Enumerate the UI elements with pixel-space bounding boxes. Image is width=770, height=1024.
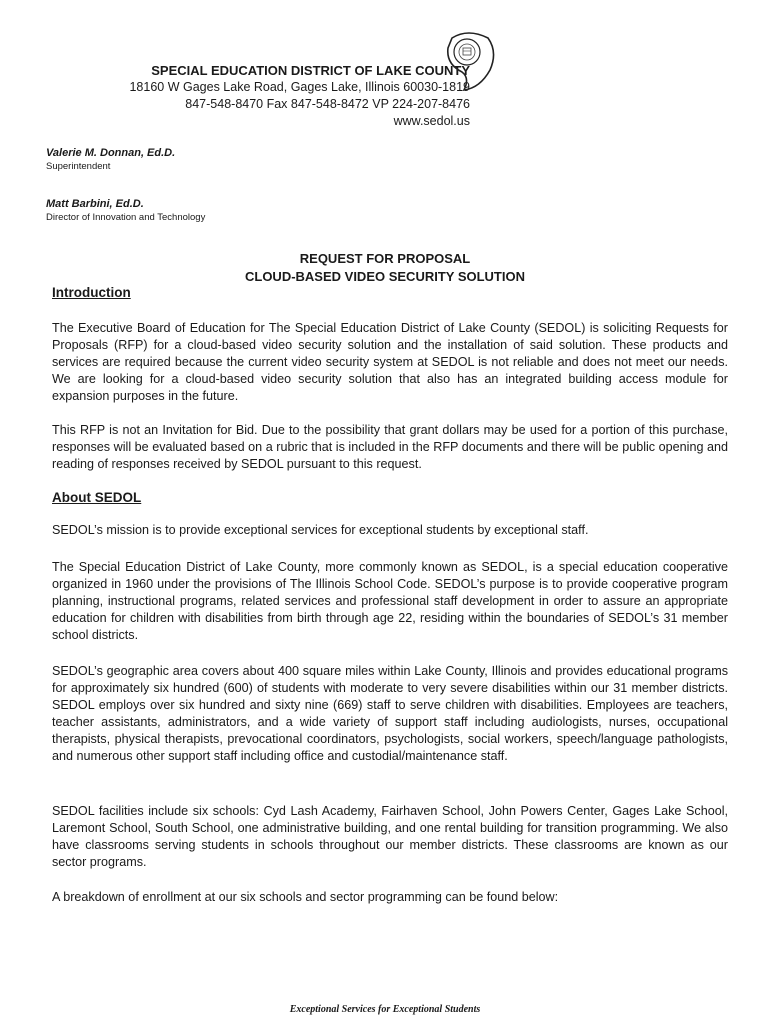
director-block xyxy=(46,197,205,224)
title-line-1: REQUEST FOR PROPOSAL xyxy=(299,251,471,266)
about-paragraph-3: SEDOL’s geographic area covers about 400 square miles within Lake County, Illinois and provides educational programs for approximately six hundred (600) of students with moderate to very severe disabilities within our 31 member districts. SEDOL employs over six hundred and sixty nine (669) staff to serve children with disabilities. Employees are teachers, teacher assistants, administrators, and a wide variety of support staff including audiologists, nurses, occupational therapists, physical therapists, prevocational coordinators, psychologists, social workers, speech/language pathologists, and numerous other support staff including office and custodial/maintenance staff. xyxy=(52,664,728,764)
about-paragraph-2-block xyxy=(52,559,728,644)
superintendent-title: Superintendent xyxy=(46,161,111,172)
about-paragraph-3-block xyxy=(52,663,728,766)
about-paragraph-5-block xyxy=(52,889,728,906)
about-paragraph-2: The Special Education District of Lake County, more commonly known as SEDOL, is a special education cooperative organized in 1960 under the provisions of The Illinois School Code. SEDOL’s purpose is to provide cooperative program planning, instructional programs, related services and professional staff development in order to assure an appropriate education for children with disabilities from birth through age 22, residing within the boundaries of SEDOL’s 31 member school districts. xyxy=(52,560,728,643)
org-address: 18160 W Gages Lake Road, Gages Lake, Illinois 60030-1819 xyxy=(129,80,470,94)
introduction-paragraph-1: The Executive Board of Education for The Special Education District of Lake County (SEDOL) is soliciting Requests for Proposals (RFP) for a cloud-based video security solution and the installation of said solution. These products and services are required because the current video security system at SEDOL is not reliable and does not meet our needs. We are looking for a cloud-based video security solution that also has an integrated building access module for expansion purposes in the future. xyxy=(52,321,728,404)
about-paragraph-4-block xyxy=(52,803,728,871)
footer-tagline: Exceptional Services for Exceptional Students xyxy=(289,1004,481,1015)
letterhead xyxy=(129,62,470,130)
org-website[interactable]: www.sedol.us xyxy=(393,114,470,128)
introduction-heading: Introduction xyxy=(52,285,131,300)
introduction-paragraph-2: This RFP is not an Invitation for Bid. Due to the possibility that grant dollars may be used for a portion of this purchase, responses will be evaluated based on a rubric that is included in the RFP documents and there will be public opening and reading of responses received by SEDOL pursuant to this request. xyxy=(52,423,728,472)
org-phones: 847-548-8470 Fax 847-548-8472 VP 224-207-8476 xyxy=(185,97,470,111)
district-seal-icon xyxy=(440,30,496,92)
about-paragraph-5: A breakdown of enrollment at our six schools and sector programming can be found below: xyxy=(52,890,559,904)
director-name: Matt Barbini, Ed.D. xyxy=(46,198,144,210)
director-title: Director of Innovation and Technology xyxy=(46,212,206,223)
about-heading-block xyxy=(52,489,728,507)
introduction-paragraph-1-block xyxy=(52,320,728,405)
superintendent-block xyxy=(46,146,175,173)
about-paragraph-1-block xyxy=(52,522,728,539)
about-paragraph-4: SEDOL facilities include six schools: Cyd Lash Academy, Fairhaven School, John Powers Center, Gages Lake School, Laremont School, South School, one administrative building, and one rental building for transition programming. We also have classrooms serving students in schools throughout our member districts. These classrooms are known as our sector programs. xyxy=(52,804,728,870)
introduction-paragraph-2-block xyxy=(52,422,728,473)
org-name: SPECIAL EDUCATION DISTRICT OF LAKE COUNTY xyxy=(151,63,470,78)
superintendent-name: Valerie M. Donnan, Ed.D. xyxy=(46,147,176,159)
title-line-2: CLOUD-BASED VIDEO SECURITY SOLUTION xyxy=(244,269,525,284)
about-paragraph-1: SEDOL’s mission is to provide exceptional services for exceptional students by exceptional staff. xyxy=(52,523,589,537)
introduction-heading-block xyxy=(52,284,728,302)
about-heading: About SEDOL xyxy=(52,490,142,505)
document-title xyxy=(0,250,770,286)
